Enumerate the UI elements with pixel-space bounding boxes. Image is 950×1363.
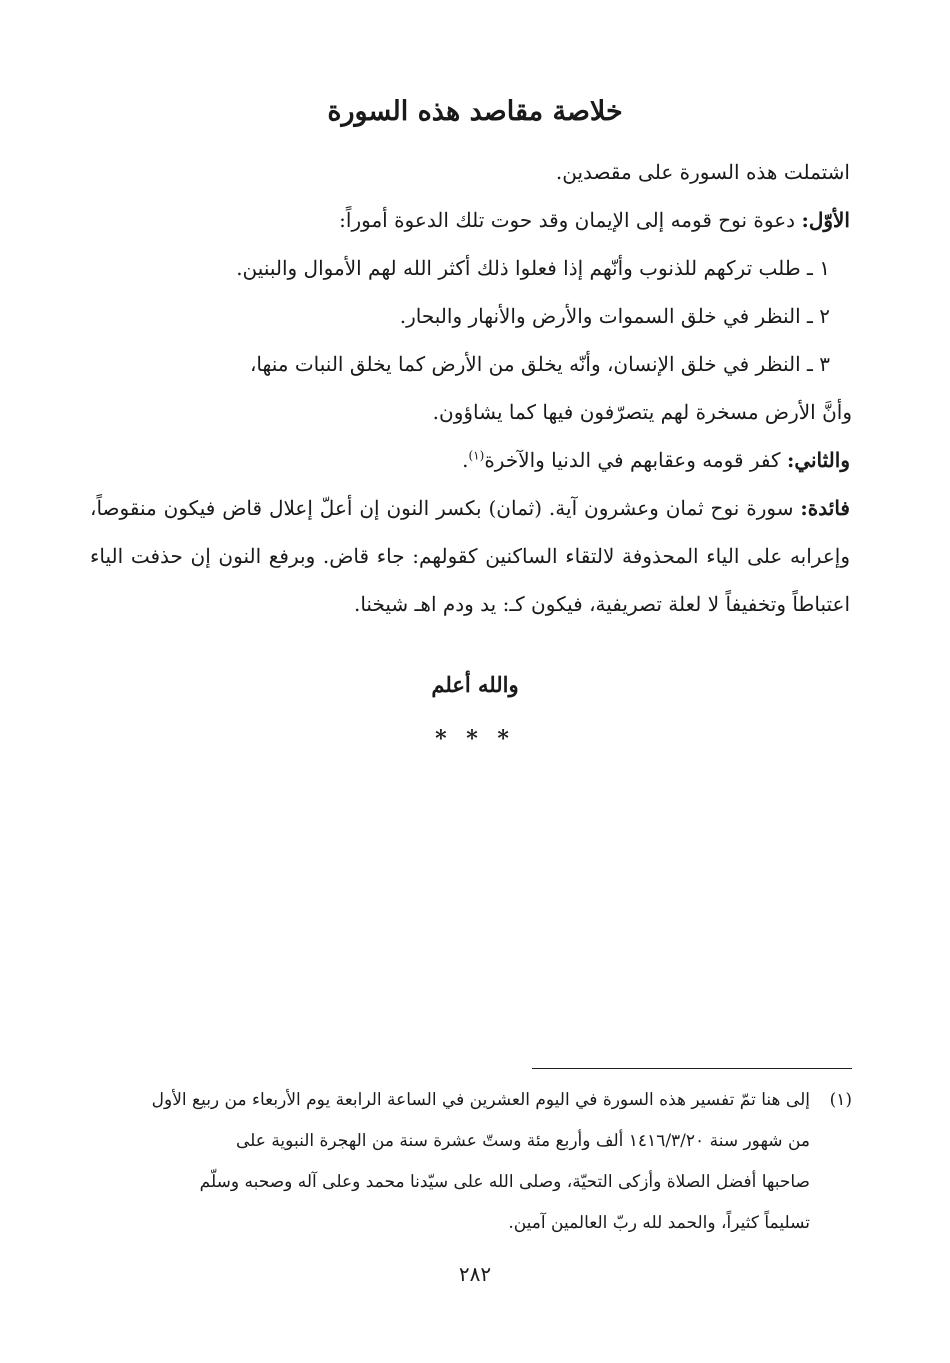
first-aim-label: الأوّل: — [801, 208, 850, 232]
footnote-line-2: من شهور سنة ١٤١٦/٣/٢٠ ألف وأربع مئة وستّ عشرة سنة من الهجرة النبوية على — [235, 1131, 810, 1151]
page-number: ٢٨٢ — [458, 1262, 492, 1286]
list-item-3: ٣ ـ النظر في خلق الإنسان، وأنّه يخلق من الأرض كما يخلق النبات منها، — [249, 352, 830, 376]
first-aim-text: دعوة نوح قومه إلى الإيمان وقد حوت تلك الدعوة أموراً: — [339, 208, 802, 232]
second-aim-end: . — [462, 448, 469, 472]
intro-paragraph: اشتملت هذه السورة على مقصدين. — [555, 160, 850, 184]
list-item-2: ٢ ـ النظر في خلق السموات والأرض والأنهار والبحار. — [399, 304, 830, 328]
second-aim-paragraph — [90, 436, 852, 484]
list-item-1: ١ ـ طلب تركهم للذنوب وأنّهم إذا فعلوا ذلك أكثر الله لهم الأموال والبنين. — [236, 256, 830, 280]
closing-phrase: والله أعلم — [431, 672, 519, 697]
note-text: سورة نوح ثمان وعشرون آية. (ثمان) بكسر النون إن أعلّ إعلال قاض فيكون منقوصاً، وإعرابه على الياء المحذوفة لالتقاء الساكنين كقولهم: جاء قاض. وبرفع النون إن حذفت الياء اعتباطاً وتخفيفاً لا لعلة تصريفية، فيكون كـ: يد ودم اهـ شيخنا. — [90, 496, 850, 616]
footnote-line-4: تسليماً كثيراً، والحمد لله ربّ العالمين آمين. — [508, 1213, 810, 1233]
main-text — [90, 148, 852, 628]
footnote-marker: (١) — [829, 1090, 852, 1110]
footnote-line-1-text: إلى هنا تمّ تفسير هذه السورة في اليوم العشرين في الساعة الرابعة يوم الأربعاء من ربيع الأول — [151, 1090, 810, 1110]
first-aim-paragraph — [90, 196, 852, 244]
footnote-line-1 — [90, 1080, 852, 1121]
note-label: فائدة: — [800, 496, 850, 520]
footnote-divider — [532, 1068, 852, 1069]
footnote — [90, 1080, 852, 1244]
section-title: خلاصة مقاصد هذه السورة — [327, 96, 623, 127]
second-aim-label: والثاني: — [786, 448, 850, 472]
footnote-line-3: صاحبها أفضل الصلاة وأزكى التحيّة، وصلى الله على سيّدنا محمد وعلى آله وصحبه وسلّم — [199, 1172, 810, 1192]
note-paragraph — [90, 484, 852, 628]
list-item-3-continuation: وأنَّ الأرض مسخرة لهم يتصرّفون فيها كما يشاؤون. — [432, 400, 852, 424]
section-separator: * * * — [435, 726, 515, 752]
second-aim-text: كفر قومه وعقابهم في الدنيا والآخرة — [484, 448, 787, 472]
footnote-reference[interactable]: (١) — [468, 448, 485, 463]
